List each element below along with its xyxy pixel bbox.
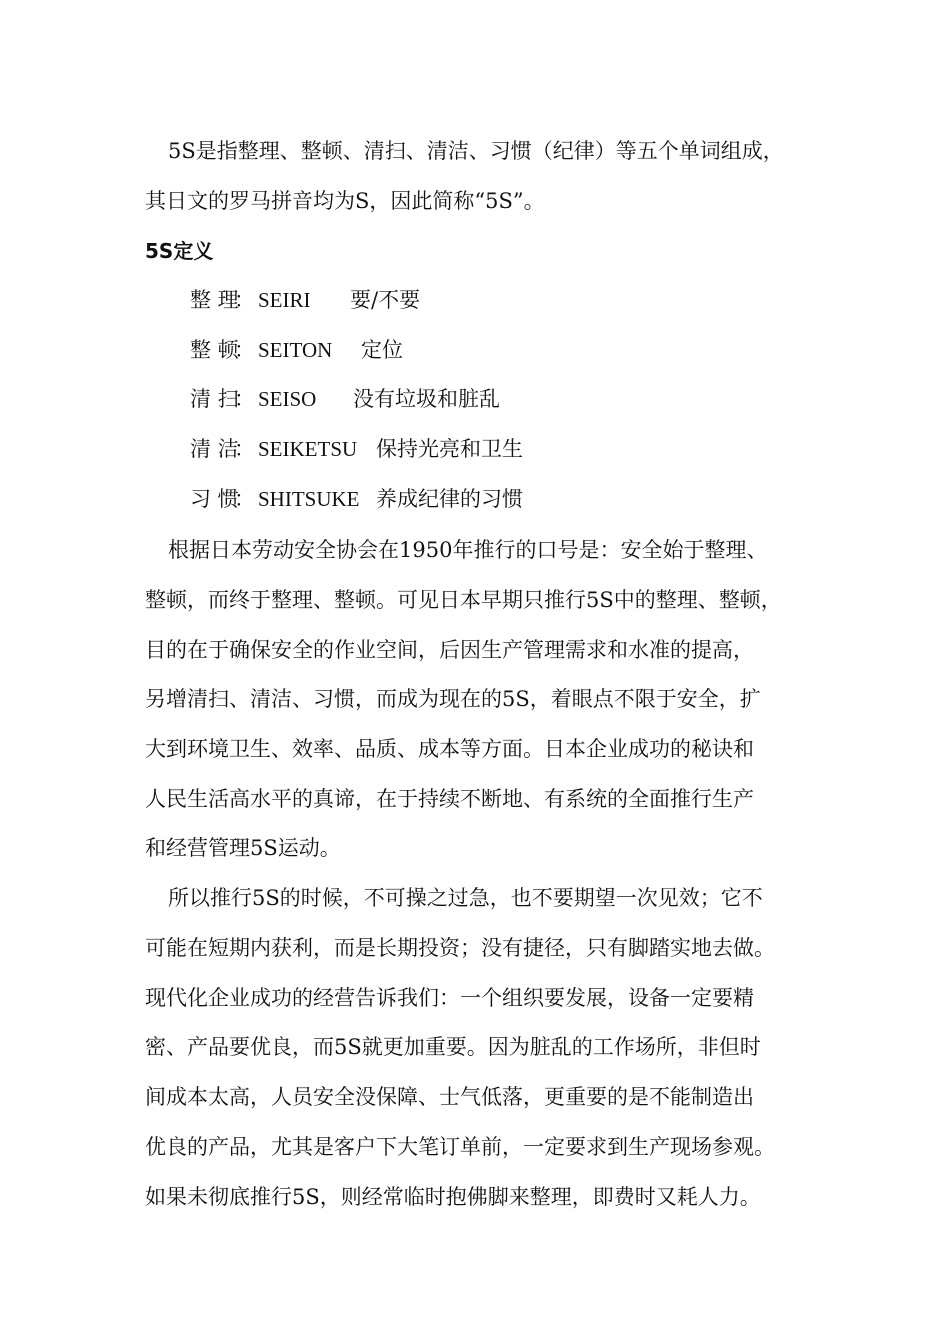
paragraph2-line-4: 另增清扫、清洁、习惯，而成为现在的5S，着眼点不限于安全，扩 — [145, 687, 761, 711]
definition-roman: SEISO — [258, 387, 317, 411]
intro-line-1: 5S是指整理、整顿、清扫、清洁、习惯（纪律）等五个单词组成， — [168, 139, 784, 163]
definition-meaning: 没有垃圾和脏乱 — [353, 387, 500, 411]
paragraph3-line-5: 间成本太高，人员安全没保障、士气低落，更重要的是不能制造出 — [145, 1085, 754, 1109]
paragraph2-line-6: 人民生活高水平的真谛，在于持续不断地、有系统的全面推行生产 — [145, 787, 754, 811]
paragraph2-line-2: 整顿，而终于整理、整顿。可见日本早期只推行5S中的整理、整顿， — [145, 588, 782, 612]
paragraph2-line-3: 目的在于确保安全的作业空间，后因生产管理需求和水准的提高， — [145, 638, 754, 662]
definition-row-shitsuke — [190, 484, 523, 514]
definition-meaning: 养成纪律的习惯 — [376, 487, 523, 511]
paragraph3-line-3: 现代化企业成功的经营告诉我们：一个组织要发展，设备一定要精 — [145, 986, 754, 1010]
definition-term: 习 惯 — [190, 487, 239, 511]
paragraph2-line-5: 大到环境卫生、效率、品质、成本等方面。日本企业成功的秘诀和 — [145, 737, 754, 761]
definition-term: 清 洁 — [190, 437, 239, 461]
definition-colon: ： — [234, 437, 255, 461]
definition-colon: ： — [234, 338, 255, 362]
paragraph3-line-6: 优良的产品，尤其是客户下大笔订单前，一定要求到生产现场参观。 — [145, 1135, 775, 1159]
intro-line-2: 其日文的罗马拼音均为S，因此简称“5S”。 — [145, 189, 545, 213]
definition-roman: SEIRI — [258, 288, 311, 312]
definition-row-seiton — [190, 335, 403, 365]
definition-row-seiso — [190, 384, 500, 414]
definition-colon: ： — [234, 288, 255, 312]
paragraph2-line-7: 和经营管理5S运动。 — [145, 836, 341, 860]
section-heading: 5S定义 — [145, 239, 214, 263]
paragraph3-line-1: 所以推行5S的时候，不可操之过急，也不要期望一次见效；它不 — [168, 886, 763, 910]
definition-roman: SEIKETSU — [258, 437, 358, 461]
definition-roman: SEITON — [258, 338, 333, 362]
definition-colon: ： — [234, 487, 255, 511]
definition-row-seiri — [190, 285, 420, 315]
definition-meaning: 要/不要 — [350, 288, 421, 312]
paragraph3-line-4: 密、产品要优良，而5S就更加重要。因为脏乱的工作场所，非但时 — [145, 1035, 761, 1059]
definition-meaning: 保持光亮和卫生 — [376, 437, 523, 461]
paragraph2-line-1: 根据日本劳动安全协会在1950年推行的口号是：安全始于整理、 — [168, 538, 768, 562]
definition-meaning: 定位 — [361, 338, 403, 362]
definition-term: 整 顿 — [190, 338, 239, 362]
paragraph3-line-2: 可能在短期内获利，而是长期投资；没有捷径，只有脚踏实地去做。 — [145, 936, 775, 960]
definition-roman: SHITSUKE — [258, 487, 360, 511]
definition-term: 清 扫 — [190, 387, 239, 411]
definition-row-seiketsu — [190, 434, 523, 464]
paragraph3-line-7: 如果未彻底推行5S，则经常临时抱佛脚来整理，即费时又耗人力。 — [145, 1185, 761, 1209]
definition-colon: ： — [234, 387, 255, 411]
definition-term: 整 理 — [190, 288, 239, 312]
